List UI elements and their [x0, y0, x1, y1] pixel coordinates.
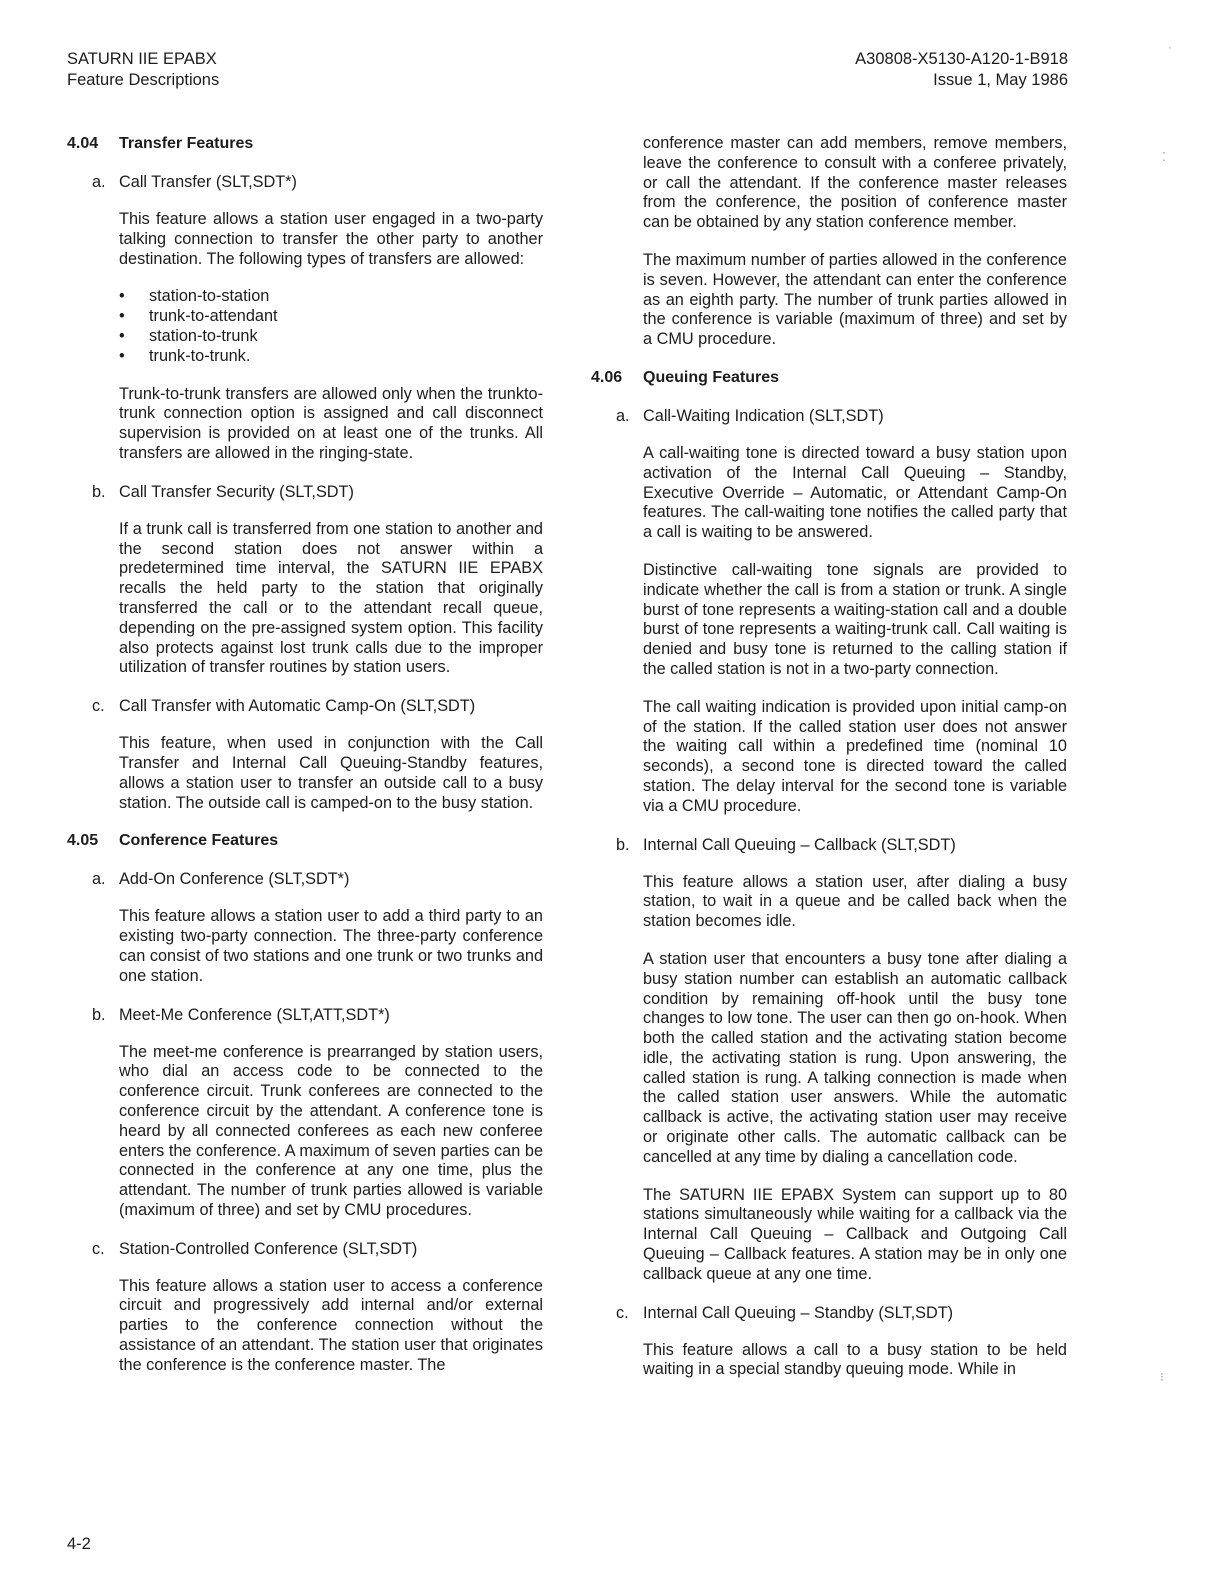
doc-number: A30808-X5130-A120-1-B918 — [855, 50, 1068, 68]
subsection-title: Internal Call Queuing – Callback (SLT,SDT) — [643, 835, 956, 854]
subsection-letter: b. — [92, 1005, 106, 1024]
list-item: • trunk-to-attendant — [119, 307, 278, 326]
section-title: Transfer Features — [119, 135, 254, 152]
paragraph: Distinctive call-waiting tone signals are provided to indicate whether the call is from a station or trunk. A single burst of tone represents a waiting-station call and a double burst of tone represents a waiting-trunk call. Call waiting is denied and busy tone is returned to the calling station if the called station is not in a two-party connection. — [643, 560, 1067, 678]
subsection-heading-call-transfer — [92, 172, 543, 192]
paragraph: This feature, when used in conjunction with the Call Transfer and Internal Call Queuing-Standby features, allows a station user to transfer an outside call to a busy station. The outside call is camped-on to the busy station. — [119, 734, 543, 812]
section-number: 4.04 — [67, 135, 99, 152]
subsection-title: Call Transfer with Automatic Camp-On (SLT,SDT) — [119, 697, 476, 716]
subsection-title: Internal Call Queuing – Standby (SLT,SDT) — [643, 1303, 954, 1322]
left-column — [67, 134, 543, 1394]
subsection-heading-queuing-standby — [616, 1303, 1067, 1323]
doc-subtitle: Feature Descriptions — [67, 71, 220, 89]
paragraph: This feature allows a station user to add a third party to an existing two-party connection. The three-party conference can consist of two stations and one trunk or two trunks and one station. — [119, 907, 543, 985]
header-left — [67, 49, 219, 91]
list-item: • station-to-trunk — [119, 326, 258, 345]
subsection-letter: b. — [92, 482, 106, 501]
subsection-heading-queuing-callback — [616, 835, 1067, 855]
subsection-title: Call Transfer Security (SLT,SDT) — [119, 482, 354, 501]
subsection-heading-transfer-security — [92, 482, 543, 502]
transfer-types-list — [119, 287, 543, 366]
subsection-heading-automatic-camp-on — [92, 696, 543, 716]
scan-speck: ⁚ — [1162, 150, 1166, 164]
right-column — [591, 134, 1067, 1398]
paragraph: This feature allows a station user to access a conference circuit and progressively add internal and/or external parties to the conference connection without the assistance of an attendant. The station user that originates the conference is the conference master. The — [119, 1276, 543, 1374]
paragraph: The SATURN IIE EPABX System can support up to 80 stations simultaneously while waiting for a callback via the Internal Call Queuing – Callback and Outgoing Call Queuing – Callback features. A station may be in only one callback queue at any one time. — [643, 1185, 1067, 1283]
issue-date: Issue 1, May 1986 — [933, 71, 1068, 89]
list-item: • trunk-to-trunk. — [119, 346, 251, 365]
section-title: Queuing Features — [643, 368, 780, 386]
section-heading-4-04 — [67, 134, 543, 154]
bullet-icon: • — [119, 307, 125, 326]
paragraph: The maximum number of parties allowed in the conference is seven. However, the attendant can enter the conference as an eighth party. The number of trunk parties allowed in the conference is variable (maximum of three) and set by a CMU procedure. — [643, 250, 1067, 349]
subsection-heading-call-waiting-indication — [616, 406, 1067, 426]
paragraph: This feature allows a station user, after dialing a busy station, to wait in a queue and be called back when the station becomes idle. — [643, 872, 1067, 931]
section-heading-4-06 — [591, 368, 1067, 388]
subsection-title: Meet-Me Conference (SLT,ATT,SDT*) — [119, 1005, 390, 1024]
doc-title: SATURN IIE EPABX — [67, 50, 217, 68]
paragraph: Trunk-to-trunk transfers are allowed only when the trunkto-trunk connection option is assigned and call disconnect supervision is provided on at least one of the trunks. All transfers are allowed in the ringing-state. — [119, 384, 543, 462]
paragraph: conference master can add members, remove members, leave the conference to consult with a conferee privately, or call the attendant. If the conference master releases from the conference, the position of conference master can be obtained by any station conference member. — [643, 134, 1067, 232]
subsection-letter: a. — [92, 870, 106, 889]
paragraph: A call-waiting tone is directed toward a busy station upon activation of the Internal Call Queuing – Standby, Executive Override – Automatic, or Attendant Camp-On features. The call-waiting tone notifies the called party that a call is waiting to be answered. — [643, 443, 1067, 542]
bullet-icon: • — [119, 326, 125, 345]
header-right — [855, 49, 1068, 91]
scan-speck: ⁝ — [1160, 1370, 1164, 1384]
subsection-letter: c. — [616, 1303, 629, 1322]
subsection-title: Call-Waiting Indication (SLT,SDT) — [643, 406, 884, 425]
section-number: 4.06 — [591, 368, 623, 386]
subsection-title: Add-On Conference (SLT,SDT*) — [119, 870, 350, 889]
list-item: • station-to-station — [119, 287, 270, 306]
scan-speck: · — [1168, 40, 1172, 54]
paragraph: This feature allows a station user engaged in a two-party talking connection to transfer the other party to another destination. The following types of transfers are allowed: — [119, 210, 543, 268]
subsection-letter: c. — [92, 1239, 105, 1258]
subsection-heading-add-on-conference — [92, 869, 543, 889]
paragraph: The meet-me conference is prearranged by station users, who dial an access code to be connected to the conference circuit. Trunk conferees are connected to the conference circuit by the attendant. A conference tone is heard by all connected conferees as each new conferee enters the conference. A maximum of seven parties can be connected in the conference at any one time, plus the attendant. The number of trunk parties allowed is variable (maximum of three) and set by CMU procedures. — [119, 1042, 543, 1219]
paragraph: If a trunk call is transferred from one station to another and the second station does not answer within a predetermined time interval, the SATURN IIE EPABX recalls the held party to the station that originally transferred the call or to the attendant recall queue, depending on the pre-assigned system option. This facility also protects against lost trunk calls due to the improper utilization of transfer routines by station users. — [119, 519, 543, 677]
page-number: 4-2 — [67, 1535, 91, 1553]
section-heading-4-05 — [67, 831, 543, 851]
subsection-title: Station-Controlled Conference (SLT,SDT) — [119, 1239, 418, 1258]
paragraph: The call waiting indication is provided upon initial camp-on of the station. If the called station user does not answer the waiting call within a predefined time (nominal 10 seconds), a second tone is directed toward the called station. The delay interval for the second tone is variable via a CMU procedure. — [643, 697, 1067, 815]
subsection-letter: a. — [616, 406, 630, 425]
subsection-heading-station-controlled-conference — [92, 1239, 543, 1259]
subsection-title: Call Transfer (SLT,SDT*) — [119, 173, 297, 191]
paragraph: A station user that encounters a busy tone after dialing a busy station number can establish an automatic callback condition by remaining off-hook until the busy tone changes to low tone. The user can then go on-hook. When both the called station and the activating station become idle, the activating station is rung. Upon answering, the called station is rung. A talking connection is made when the called station user answers. While the automatic callback is active, the activating station user may receive or originate other calls. The automatic callback can be cancelled at any time by dialing a cancellation code. — [643, 949, 1067, 1166]
paragraph: This feature allows a call to a busy station to be held waiting in a special standby queuing mode. While in — [643, 1340, 1067, 1379]
subsection-letter: a. — [92, 173, 106, 191]
subsection-letter: b. — [616, 835, 630, 854]
section-number: 4.05 — [67, 832, 99, 850]
subsection-heading-meet-me-conference — [92, 1005, 543, 1025]
subsection-letter: c. — [92, 697, 105, 716]
bullet-icon: • — [119, 346, 125, 365]
section-title: Conference Features — [119, 832, 279, 850]
bullet-icon: • — [119, 287, 125, 306]
